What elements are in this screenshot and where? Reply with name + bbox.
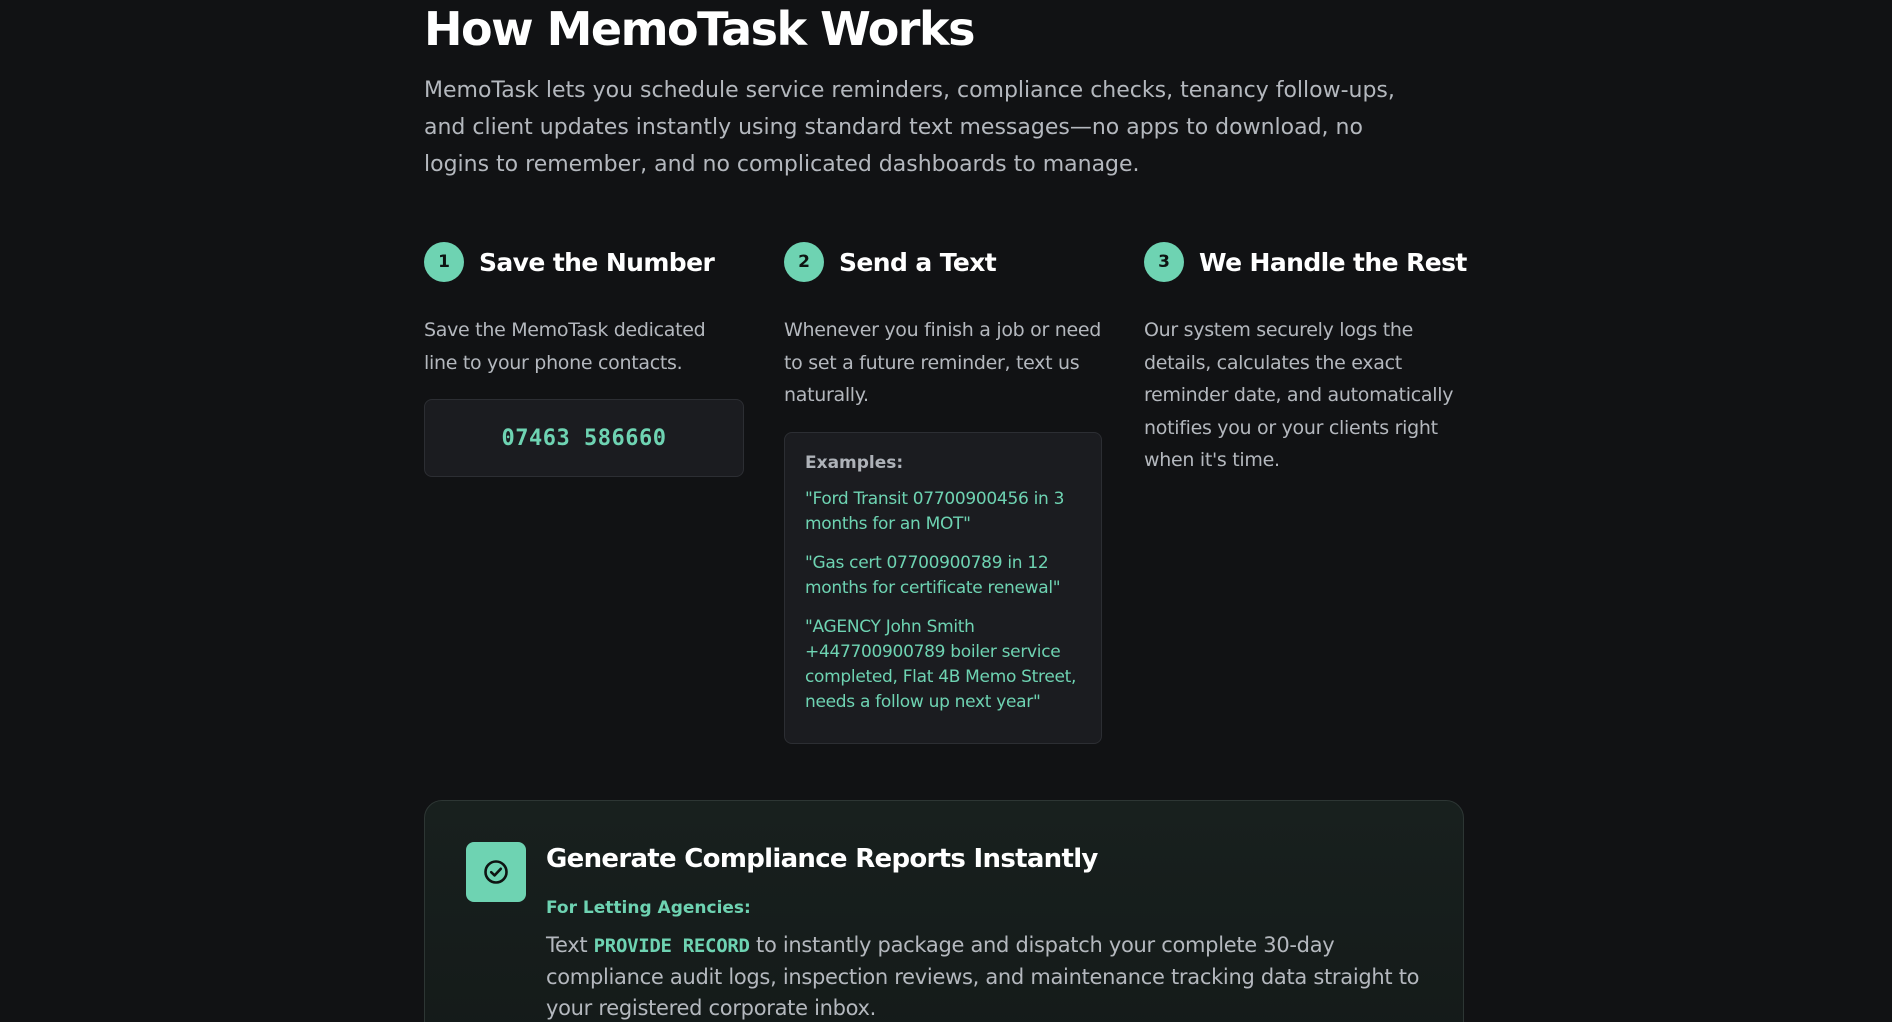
step-number-badge: 3 (1144, 242, 1184, 282)
step-number-badge: 2 (784, 242, 824, 282)
step-header (424, 240, 744, 284)
step-header (1144, 240, 1467, 284)
examples-box (784, 432, 1102, 744)
compliance-card (424, 800, 1464, 1022)
examples-label: Examples: (805, 452, 904, 473)
compliance-subtitle: For Letting Agencies: (546, 898, 751, 918)
example-message: "Ford Transit 07700900456 in 3 months for an MOT" (805, 488, 1065, 534)
example-message: "AGENCY John Smith +447700900789 boiler service completed, Flat 4B Memo Street, needs a follow up next year" (805, 616, 1077, 712)
step-number-badge: 1 (424, 242, 464, 282)
compliance-description (546, 930, 1426, 1022)
example-message: "Gas cert 07700900789 in 12 months for certificate renewal" (805, 552, 1061, 598)
section-title: How MemoTask Works (424, 2, 974, 56)
step-description: Our system securely logs the details, calculates the exact reminder date, and automatically notifies you or your clients right when it's time. (1144, 319, 1454, 471)
step-title: Send a Text (839, 247, 997, 277)
step-title: We Handle the Rest (1199, 247, 1467, 277)
step-save-number (424, 240, 744, 477)
check-circle-icon (466, 842, 526, 902)
steps-grid (424, 240, 1467, 750)
step-send-text (784, 240, 1104, 744)
step-header (784, 240, 1104, 284)
step-description: Save the MemoTask dedicated line to your phone contacts. (424, 319, 706, 374)
compliance-body-suffix: to instantly package and dispatch your complete 30-day compliance audit logs, inspection reviews, and maintenance tracking data straight to your registered corporate inbox. (546, 933, 1420, 1020)
step-we-handle-rest (1144, 240, 1467, 477)
command-keyword: PROVIDE RECORD (593, 935, 750, 957)
step-description: Whenever you finish a job or need to set a future reminder, text us naturally. (784, 319, 1101, 406)
section-intro: MemoTask lets you schedule service reminders, compliance checks, tenancy follow-ups, and client updates instantly using standard text messages—no apps to download, no logins to remember, and no complicated dashboards to manage. (424, 78, 1395, 177)
compliance-body-prefix: Text (546, 933, 588, 957)
step-title: Save the Number (479, 247, 715, 277)
compliance-title: Generate Compliance Reports Instantly (546, 844, 1098, 874)
phone-number-box[interactable]: 07463 586660 (424, 399, 744, 477)
